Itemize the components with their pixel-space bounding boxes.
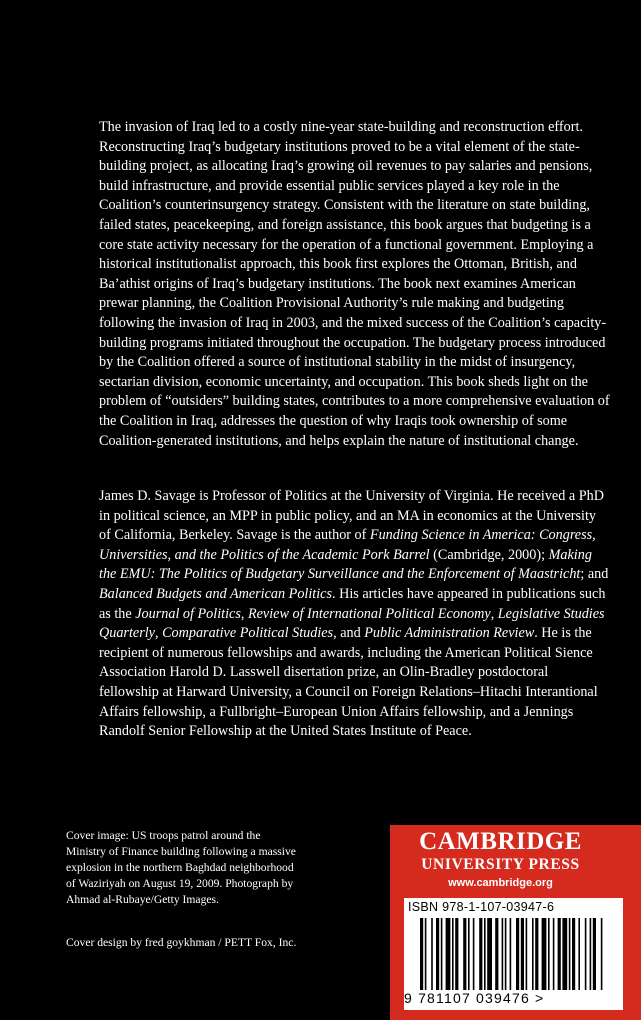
bio-text-1: James D. Savage is Professor of Politics at the University of Virginia. He received a PhD in political science, an MPP in public policy, and an MA in economics at the University of California, Berkeley. Savage is the author of (99, 488, 604, 544)
author-bio (99, 487, 611, 742)
bio-title-balanced-budgets: Balanced Budgets and American Politics (99, 585, 332, 602)
barcode-panel (404, 898, 623, 1010)
isbn-label: ISBN 978-1-107-03947-6 (408, 900, 555, 914)
cover-image-credit: Cover image: US troops patrol around the Ministry of Finance building following a massive explosion in the northern Baghdad neighborhood of Waziriyah on August 19, 2009. Photograph by Ahmad al-Rubaye/Getty Images. (66, 829, 296, 906)
bio-title-funding-science: Funding Science in America: Congress, Universities, and the Politics of the Academic Pork Barrel (99, 527, 596, 563)
cover-design-credit: Cover design by fred goykhman / PETT Fox, Inc. (66, 936, 297, 949)
bio-journal-politics: Journal of Politics (135, 605, 241, 622)
bio-title-making-emu: Making the EMU: The Politics of Budgetary Surveillance and the Enforcement of Maastricht (99, 546, 592, 583)
bio-text-2: (Cambridge, 2000); (429, 546, 549, 563)
bio-journal-par: Public Administration Review (364, 625, 535, 642)
barcode-digits: 9 781107 039476 > (404, 990, 545, 1006)
bio-text-4: . His articles have appeared in publications such as the (99, 585, 606, 622)
barcode-graphic (404, 898, 623, 994)
book-description: The invasion of Iraq led to a costly nine-year state-building and reconstruction effort. Reconstructing Iraq’s budgetary institutions proved to be a vital element of the state-building project, as allocating Iraq’s growing oil revenues to pay salaries and pensions, build infrastructure, and provide essential public services played a key role in the Coalition’s counterinsurgency strategy. Consistent with the literature on state building, failed states, peacekeeping, and foreign assistance, this book argues that budgeting is a core state activity necessary for the operation of a functional government. Employing a historical institutionalist approach, this book first explores the Ottoman, British, and Ba’athist origins of Iraq’s budgetary institutions. The book next examines American prewar planning, the Coalition Provisional Authority’s rule making and budgeting following the invasion of Iraq in 2003, and the mixed success of the Coalition’s capacity-building programs initiated throughout the occupation. The budgetary process introduced by the Coalition offered a source of institutional stability in the midst of insurgency, sectarian division, economic uncertainty, and occupation. This book sheds light on the problem of “outsiders” building states, contributes to a more comprehensive evaluation of the Coalition in Iraq, addresses the question of why Iraqis took ownership of some Coalition-generated institutions, and helps explain the nature of institutional change. (99, 119, 610, 449)
bio-journal-ripe: Review of International Political Economy (247, 605, 491, 622)
bio-text-7: , (154, 625, 163, 642)
publisher-press: UNIVERSITY PRESS (421, 856, 580, 873)
bio-text-5: , (240, 605, 248, 622)
bio-text-9: . He is the recipient of numerous fellowships and awards, including the American Political Sience Association Harold D. Lasswell disertation prize, an Olin-Bradley postdoctoral fellowship at Harward University, a Council on Foreign Relations–Hitachi Interantional Affairs fellowship, a Fullbright–European Union Affairs fellowship, and a Jennings Randolf Senior Fellowship at the United States Institute of Peace. (99, 625, 598, 740)
bio-text-3: ; and (580, 566, 609, 583)
bio-text-6: , (490, 605, 498, 622)
publisher-url: www.cambridge.org (448, 877, 553, 889)
bio-journal-cps: Comparative Political Studies (162, 625, 334, 642)
bio-text-8: , and (333, 625, 365, 642)
publisher-block (390, 825, 641, 1020)
bio-journal-lsq: Legislative Studies Quarterly (99, 605, 605, 642)
publisher-name: CAMBRIDGE (419, 828, 582, 855)
